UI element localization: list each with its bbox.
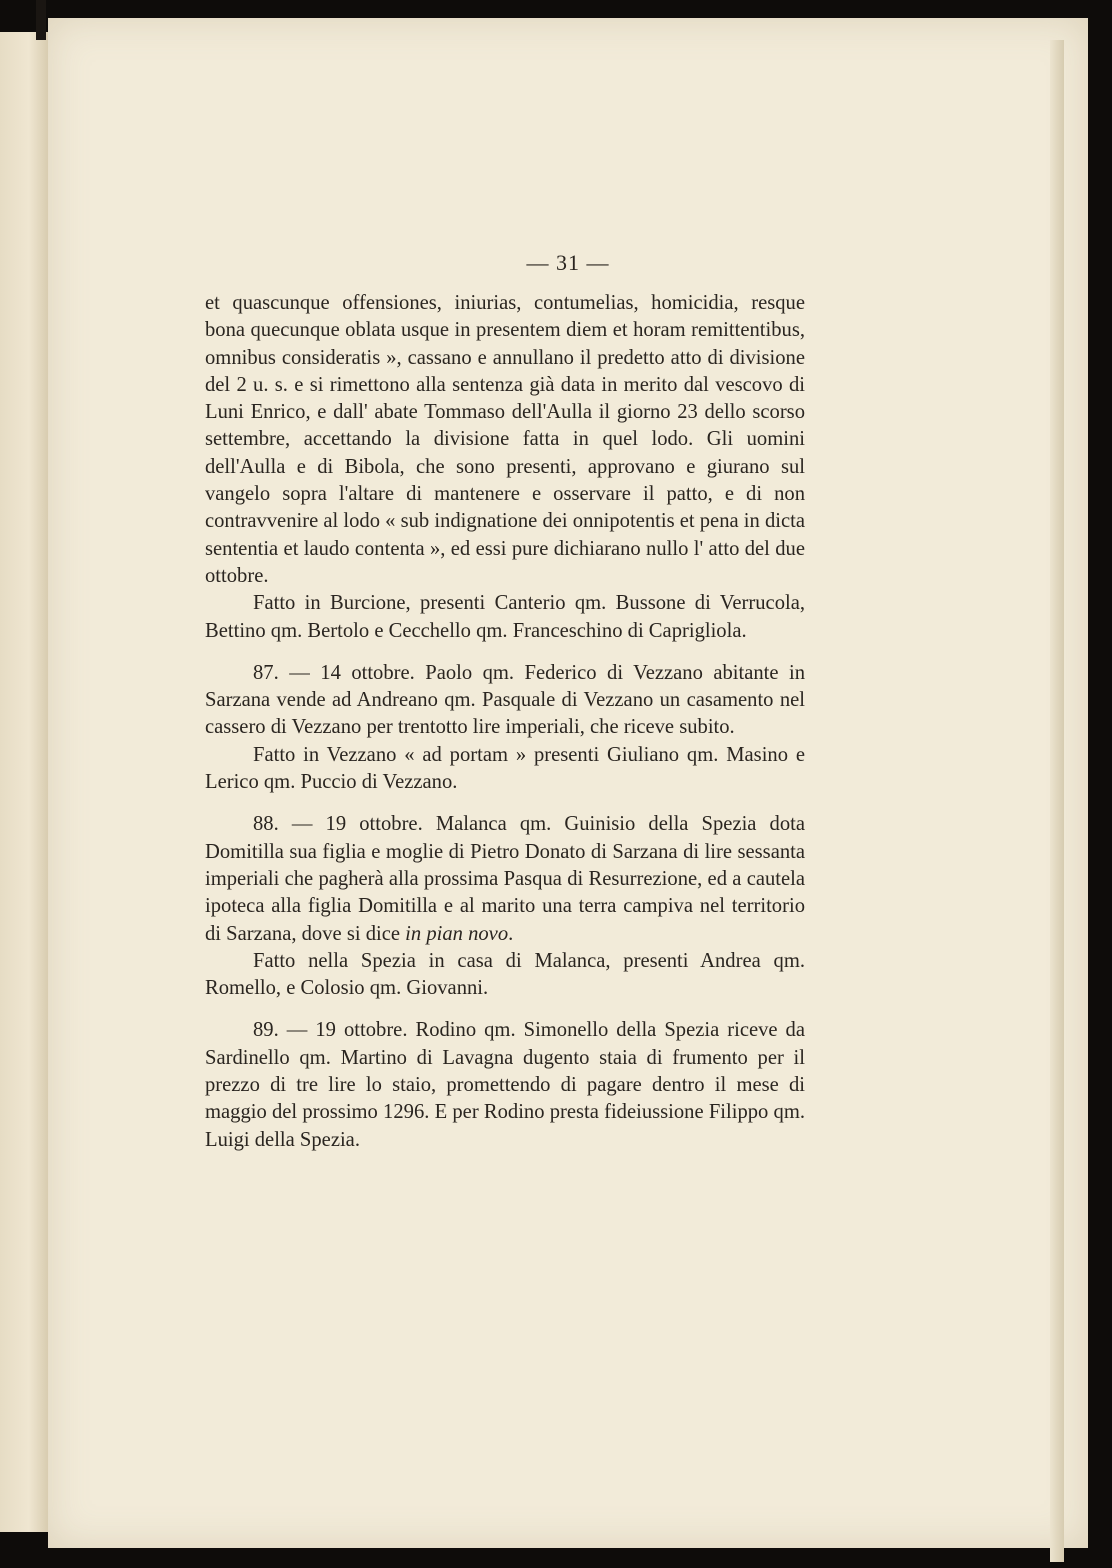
entry-italic-place: in pian novo (405, 922, 509, 945)
intro-witness-paragraph: Fatto in Burcione, presenti Canterio qm. Bussone di Verrucola, Bettino qm. Bertolo e Cecchello qm. Franceschino di Caprigliola. (205, 592, 805, 642)
entry-88-text (205, 811, 805, 947)
entry-89 (205, 1017, 805, 1153)
entry-number: 87. — (253, 661, 310, 684)
book-page (48, 18, 1088, 1548)
page-number: — 31 — (526, 250, 610, 275)
entry-body: 14 ottobre. Paolo qm. Federico di Vezzano abitante in Sarzana vende ad Andreano qm. Pasquale di Vezzano un casamento nel cassero di Vezzano per trentotto lire imperiali, che riceve subito. (205, 661, 806, 739)
entry-87-text (205, 660, 805, 742)
left-page-edge (0, 32, 50, 1532)
entry-body: 19 ottobre. Malanca qm. Guinisio della Spezia dota Domitilla sua figlia e moglie di Pietro Donato di Sarzana di lire sessanta imperiali che pagherà alla prossima Pasqua di Resurrezione, ed a cautela ipoteca alla figlia Domitilla e al marito una terra campiva nel territorio di Sarzana, dove si dice (205, 813, 805, 945)
page-text (205, 290, 805, 1154)
entry-88-witness: Fatto nella Spezia in casa di Malanca, presenti Andrea qm. Romello, e Colosio qm. Giovanni. (205, 949, 805, 1000)
binding-shadow (36, 0, 46, 40)
entry-number: 89. — (253, 1019, 308, 1042)
entry-88 (205, 811, 805, 1002)
entry-body: 19 ottobre. Rodino qm. Simonello della Spezia riceve da Sardinello qm. Martino di Lavagna dugento staia di frumento per il prezzo di tre lire lo staio, promettendo di pagare dentro il mese di maggio del prossimo 1296. E per Rodino presta fideiussione Filippo qm. Luigi della Spezia. (205, 1019, 805, 1151)
entry-87-witness: Fatto in Vezzano « ad portam » presenti Giuliano qm. Masino e Lerico qm. Puccio di Vezzano. (205, 743, 805, 794)
entry-89-text (205, 1017, 805, 1153)
entry-body-end: . (508, 922, 514, 945)
intro-paragraph: et quascunque offensiones, iniurias, contumelias, homicidia, resque bona quecunque oblata usque in presentem diem et horam remittentibus, omnibus consideratis », cassano e annullano il predetto atto di divisione del 2 u. s. e si rimettono alla sentenza già data in merito dal vescovo di Luni Enrico, e dall' abate Tommaso dell'Aulla il giorno 23 dello scorso settembre, accettando la divisione fatta in quel lodo. Gli uomini dell'Aulla e di Bibola, che sono presenti, approvano e giurano sul vangelo sopra l'altare di mantenere e osservare il patto, e di non contravvenire al lodo « sub indignatione dei onnipotentis et pena in dicta sententia et laudo contenta », ed essi pure dichiarano nullo l' atto del due ottobre. (205, 292, 805, 587)
entry-number: 88. — (253, 813, 313, 836)
entry-87 (205, 660, 805, 796)
